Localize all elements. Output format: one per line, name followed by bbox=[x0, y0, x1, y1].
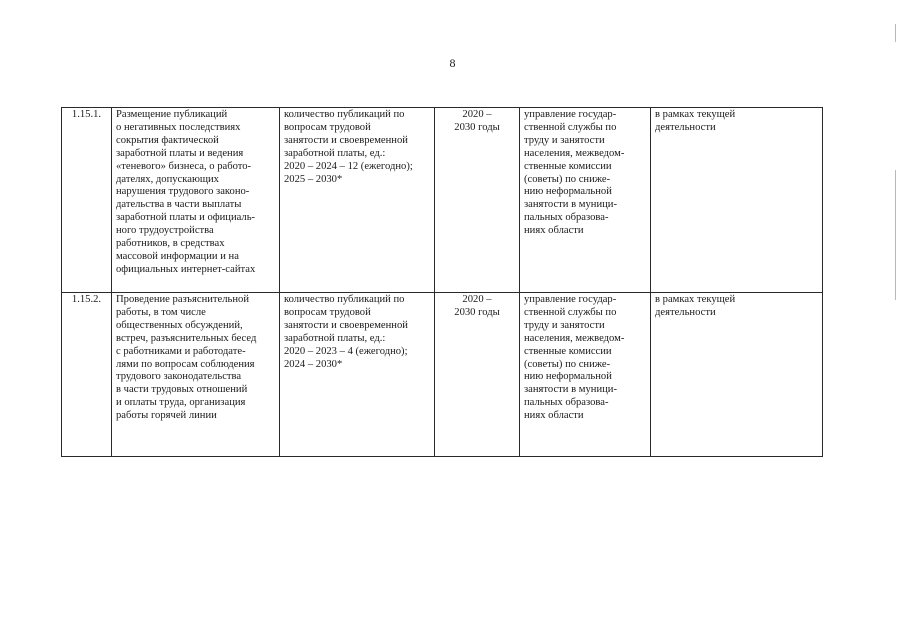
indicator-cell: количество публикаций по вопросам трудовой занятости и своевременной заработной платы, ед.: 2020 – 2024 – 12 (ежегодно); 2025 – 2030* bbox=[280, 108, 435, 293]
table-row bbox=[62, 108, 823, 293]
page-number: 8 bbox=[449, 56, 456, 70]
action-cell: Проведение разъяснительной работы, в том числе общественных обсуждений, встреч, разъяснительных бесед с работниками и работодате- лями по вопросам соблюдения трудового законодательства в части трудовых отношений и оплаты труда, организация работы горячей линии bbox=[112, 293, 280, 457]
table-row bbox=[62, 293, 823, 457]
action-cell: Размещение публикаций о негативных последствиях сокрытия фактической заработной платы и ведения «теневого» бизнеса, о работо- дателях, допускающих нарушения трудового законо- дательства в части выплаты заработной платы и официаль- ного трудоустройства работников, в средствах массовой информации и на официальных интернет-сайтах bbox=[112, 108, 280, 293]
item-number-cell: 1.15.1. bbox=[62, 108, 112, 293]
scan-edge-mark bbox=[895, 170, 896, 300]
funding-cell: в рамках текущей деятельности bbox=[651, 108, 823, 293]
period-cell: 2020 – 2030 годы bbox=[435, 108, 520, 293]
period-cell: 2020 – 2030 годы bbox=[435, 293, 520, 457]
funding-cell: в рамках текущей деятельности bbox=[651, 293, 823, 457]
scan-edge-mark bbox=[895, 24, 896, 42]
item-number-cell: 1.15.2. bbox=[62, 293, 112, 457]
responsible-cell: управление государ- ственной службы по труду и занятости населения, межведом- ственные комиссии (советы) по сниже- нию неформальной занятости в муници- пальных образова- ниях области bbox=[520, 293, 651, 457]
measures-table bbox=[61, 107, 823, 457]
responsible-cell: управление государ- ственной службы по труду и занятости населения, межведом- ственные комиссии (советы) по сниже- нию неформальной занятости в муници- пальных образова- ниях области bbox=[520, 108, 651, 293]
indicator-cell: количество публикаций по вопросам трудовой занятости и своевременной заработной платы, ед.: 2020 – 2023 – 4 (ежегодно); 2024 – 2030* bbox=[280, 293, 435, 457]
